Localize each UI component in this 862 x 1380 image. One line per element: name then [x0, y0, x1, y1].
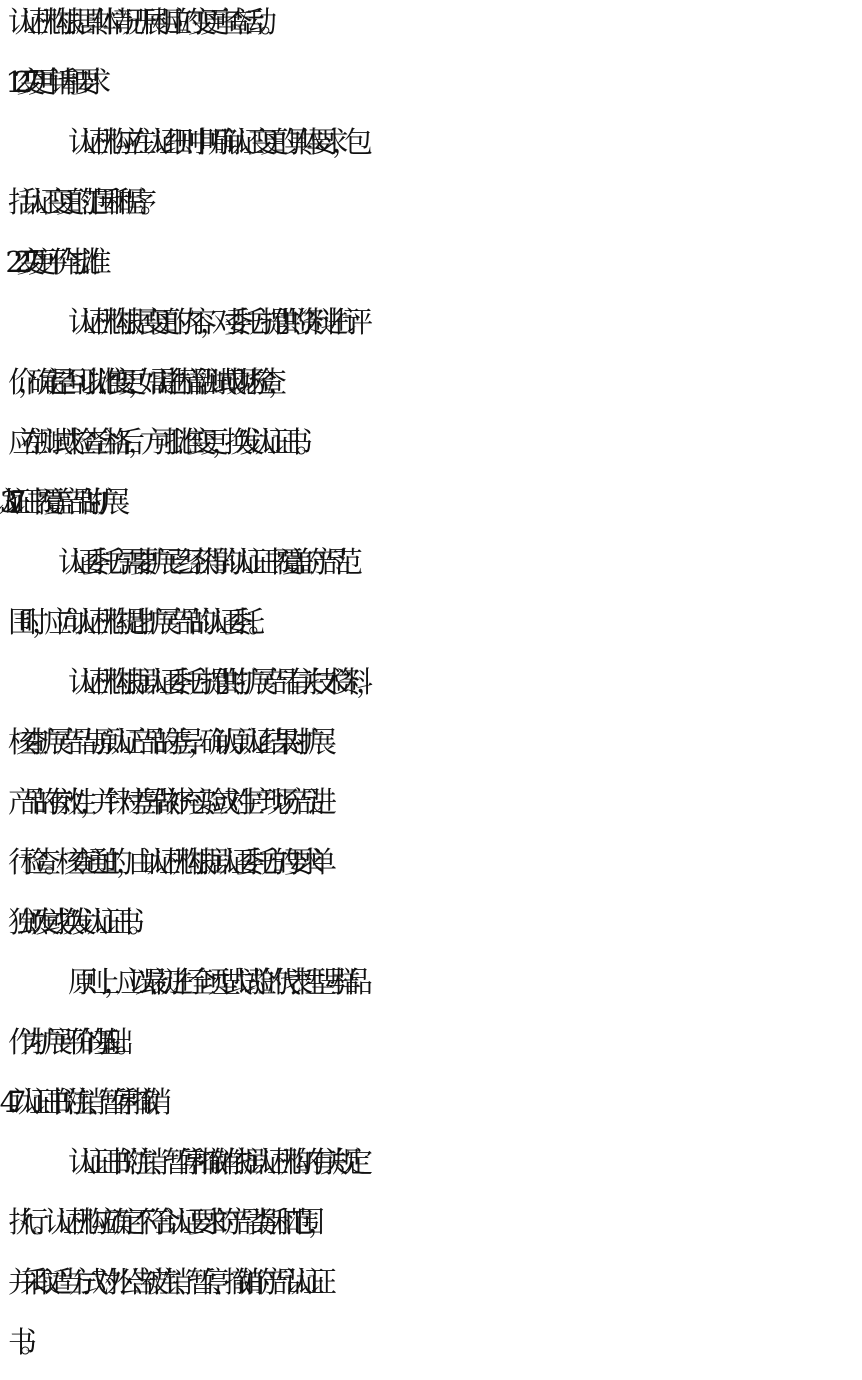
text-line: 认证机构根据认证委托方提供的扩展产品有关技术资料，	[68, 665, 369, 699]
text-line: 原则上，应以最初进行全项型式试验的代表性型号样品	[68, 965, 357, 999]
text-line: 行检查。核查通过的，由认证机构根据认证委托方的要求单	[8, 845, 321, 879]
section-heading-7-2-2: 7.2.2 变更评价与批准	[22, 245, 94, 279]
section-heading-7-4: 7.4 认证证书的注销、暂停和撤销	[8, 1085, 155, 1119]
text-line: 认证证书的注销、暂停和撤销依据认证机构的有关规定	[68, 1145, 357, 1179]
text-line: 认证机构根据具体情况开展相应的变更审查活动。	[8, 5, 273, 39]
section-heading-7-3: 7.3 认证证书覆盖产品的扩展	[8, 485, 113, 519]
text-line: 括认证变更的范围和程序。	[8, 185, 153, 219]
text-line: 认证委托方需要扩展已经获得的认证证书覆盖的产品范	[58, 545, 347, 579]
text-line: 认证机构根据变更的内容，对委托方提供的资料进行评	[68, 305, 357, 339]
text-line: 产品的有效性，并针对差异做补充实验或对生产现场产品进	[8, 785, 321, 819]
text-line: 应在测试或检查合格后，方可批准变更，换发认证证书。	[8, 425, 309, 459]
text-line: 围时，应向认证机构提出扩展产品的认证委托。	[8, 605, 261, 639]
text-line: 核查扩展产品与原认证产品的差异，确认原认证结果对扩展	[8, 725, 321, 759]
text-line: 书。	[8, 1325, 33, 1359]
text-line: 并采取适当方式对外公告被注销、暂停、撤销的产品认证证	[8, 1265, 321, 1299]
text-line: 独颁发或换发认证证书。	[8, 905, 141, 939]
text-line: 作为扩展评价的基础。	[8, 1025, 129, 1059]
section-heading-7-2-1: 7.2.1 变更申请和要求	[22, 65, 94, 99]
text-line: 价，确定是否可以批准变更，如需进行样品测试或现场检查，	[8, 365, 279, 399]
text-line: 认证机构应在认证细则中明确认证变更的具体要求，包	[68, 125, 357, 159]
text-line: 执行。认证机构应确定不符合认证要求的产品类别和范围，	[8, 1205, 321, 1239]
